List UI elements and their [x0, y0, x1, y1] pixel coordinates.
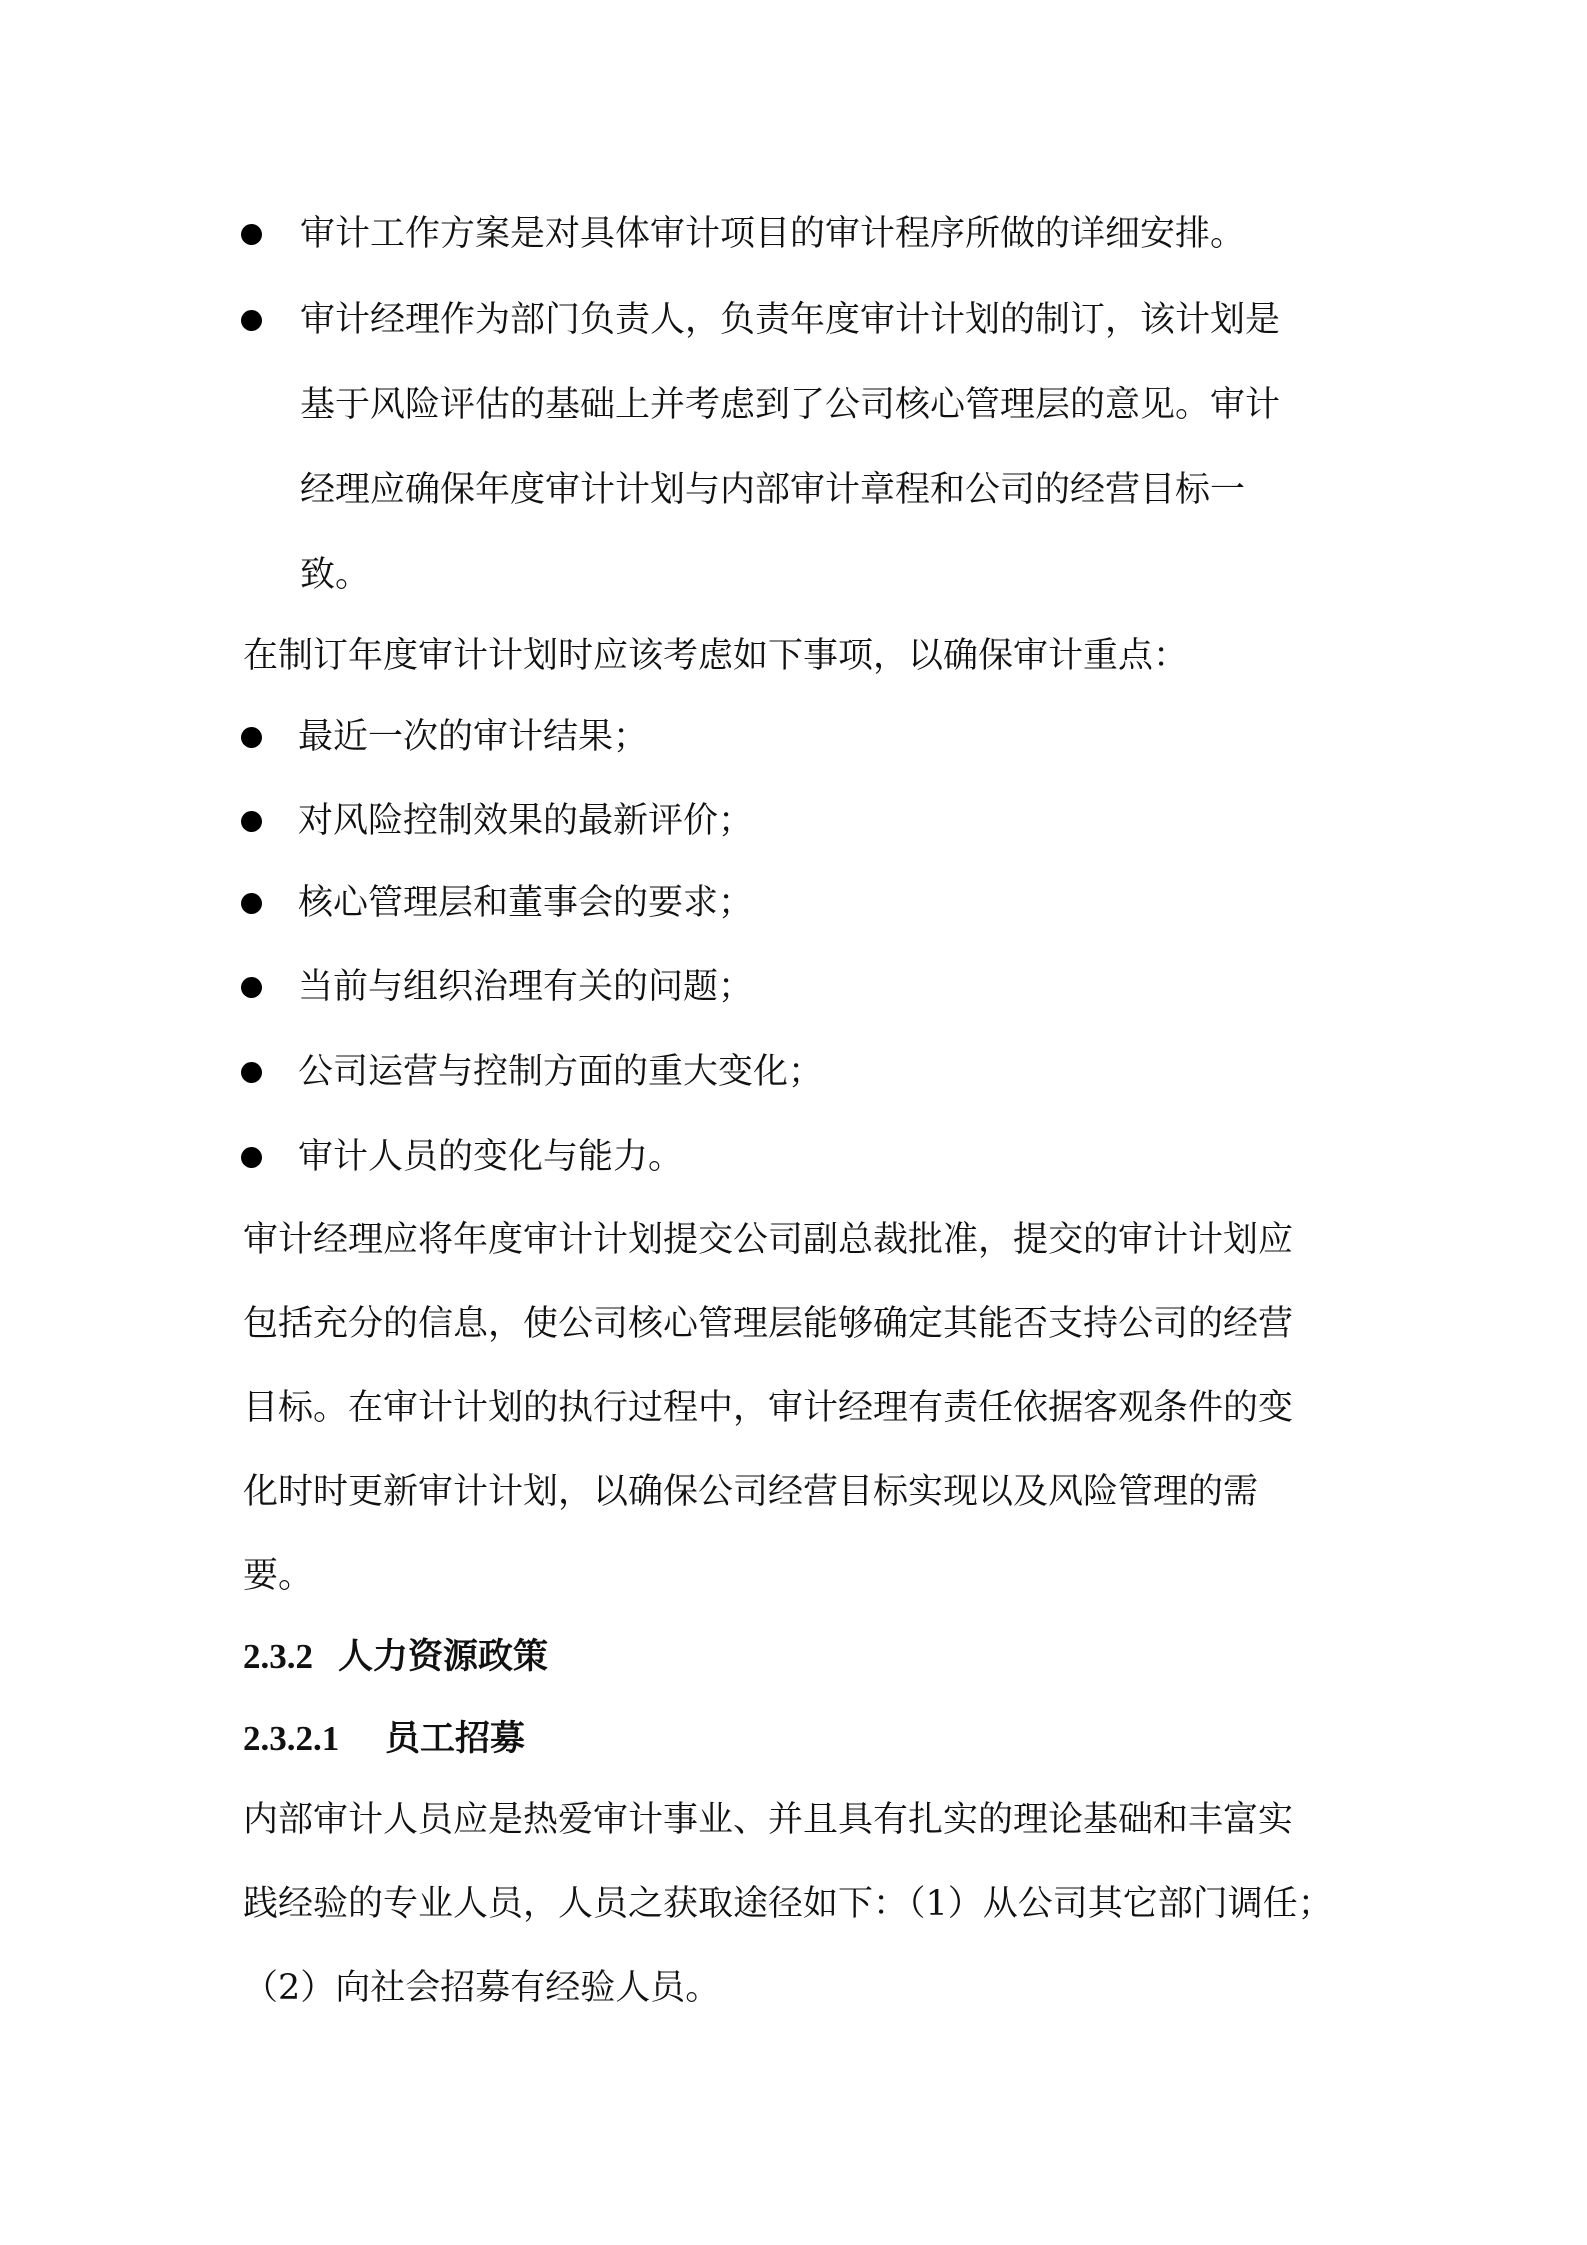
list-item: 当前与组织治理有关的问题； — [298, 967, 754, 1007]
bullet-text-continued: 致。 — [300, 555, 371, 595]
subsection-title: 员工招募 — [385, 1719, 526, 1758]
paragraph-line: （2）向社会招募有经验人员。 — [243, 1968, 721, 2008]
bullet-dot-icon — [241, 310, 262, 331]
paragraph-line: 审计经理应将年度审计计划提交公司副总裁批准，提交的审计计划应 — [243, 1220, 1294, 1260]
paragraph-line: 要。 — [243, 1556, 314, 1596]
list-item: 公司运营与控制方面的重大变化； — [298, 1052, 824, 1092]
bullet-text-continued: 基于风险评估的基础上并考虑到了公司核心管理层的意见。审计 — [300, 385, 1281, 425]
intro-paragraph: 在制订年度审计计划时应该考虑如下事项，以确保审计重点： — [243, 636, 1189, 676]
bullet-text-continued: 经理应确保年度审计计划与内部审计章程和公司的经营目标一 — [300, 470, 1246, 510]
bullet-dot-icon — [241, 811, 262, 832]
list-item: 核心管理层和董事会的要求； — [298, 883, 754, 923]
bullet-dot-icon — [241, 727, 262, 748]
section-heading — [243, 1635, 548, 1679]
section-number: 2.3.2 — [243, 1637, 313, 1676]
bullet-dot-icon — [241, 1147, 262, 1168]
paragraph-line: 目标。在审计计划的执行过程中，审计经理有责任依据客观条件的变 — [243, 1388, 1294, 1428]
paragraph-line: 内部审计人员应是热爱审计事业、并且具有扎实的理论基础和丰富实 — [243, 1800, 1294, 1840]
bullet-dot-icon — [241, 893, 262, 914]
subsection-number: 2.3.2.1 — [243, 1719, 340, 1758]
bullet-dot-icon — [241, 1062, 262, 1083]
list-item: 对风险控制效果的最新评价； — [298, 801, 754, 841]
list-item: 审计人员的变化与能力。 — [298, 1137, 684, 1177]
bullet-text: 审计工作方案是对具体审计项目的审计程序所做的详细安排。 — [300, 214, 1246, 254]
list-item: 最近一次的审计结果； — [298, 717, 649, 757]
paragraph-line: 化时时更新审计计划，以确保公司经营目标实现以及风险管理的需 — [243, 1472, 1259, 1512]
paragraph-line: 包括充分的信息，使公司核心管理层能够确定其能否支持公司的经营 — [243, 1304, 1294, 1344]
bullet-dot-icon — [241, 977, 262, 998]
paragraph-line: 践经验的专业人员，人员之获取途径如下：（1）从公司其它部门调任； — [243, 1884, 1333, 1924]
bullet-text: 审计经理作为部门负责人，负责年度审计计划的制订，该计划是 — [300, 300, 1281, 340]
section-title: 人力资源政策 — [338, 1637, 549, 1676]
bullet-dot-icon — [241, 224, 262, 245]
subsection-heading — [243, 1717, 525, 1761]
